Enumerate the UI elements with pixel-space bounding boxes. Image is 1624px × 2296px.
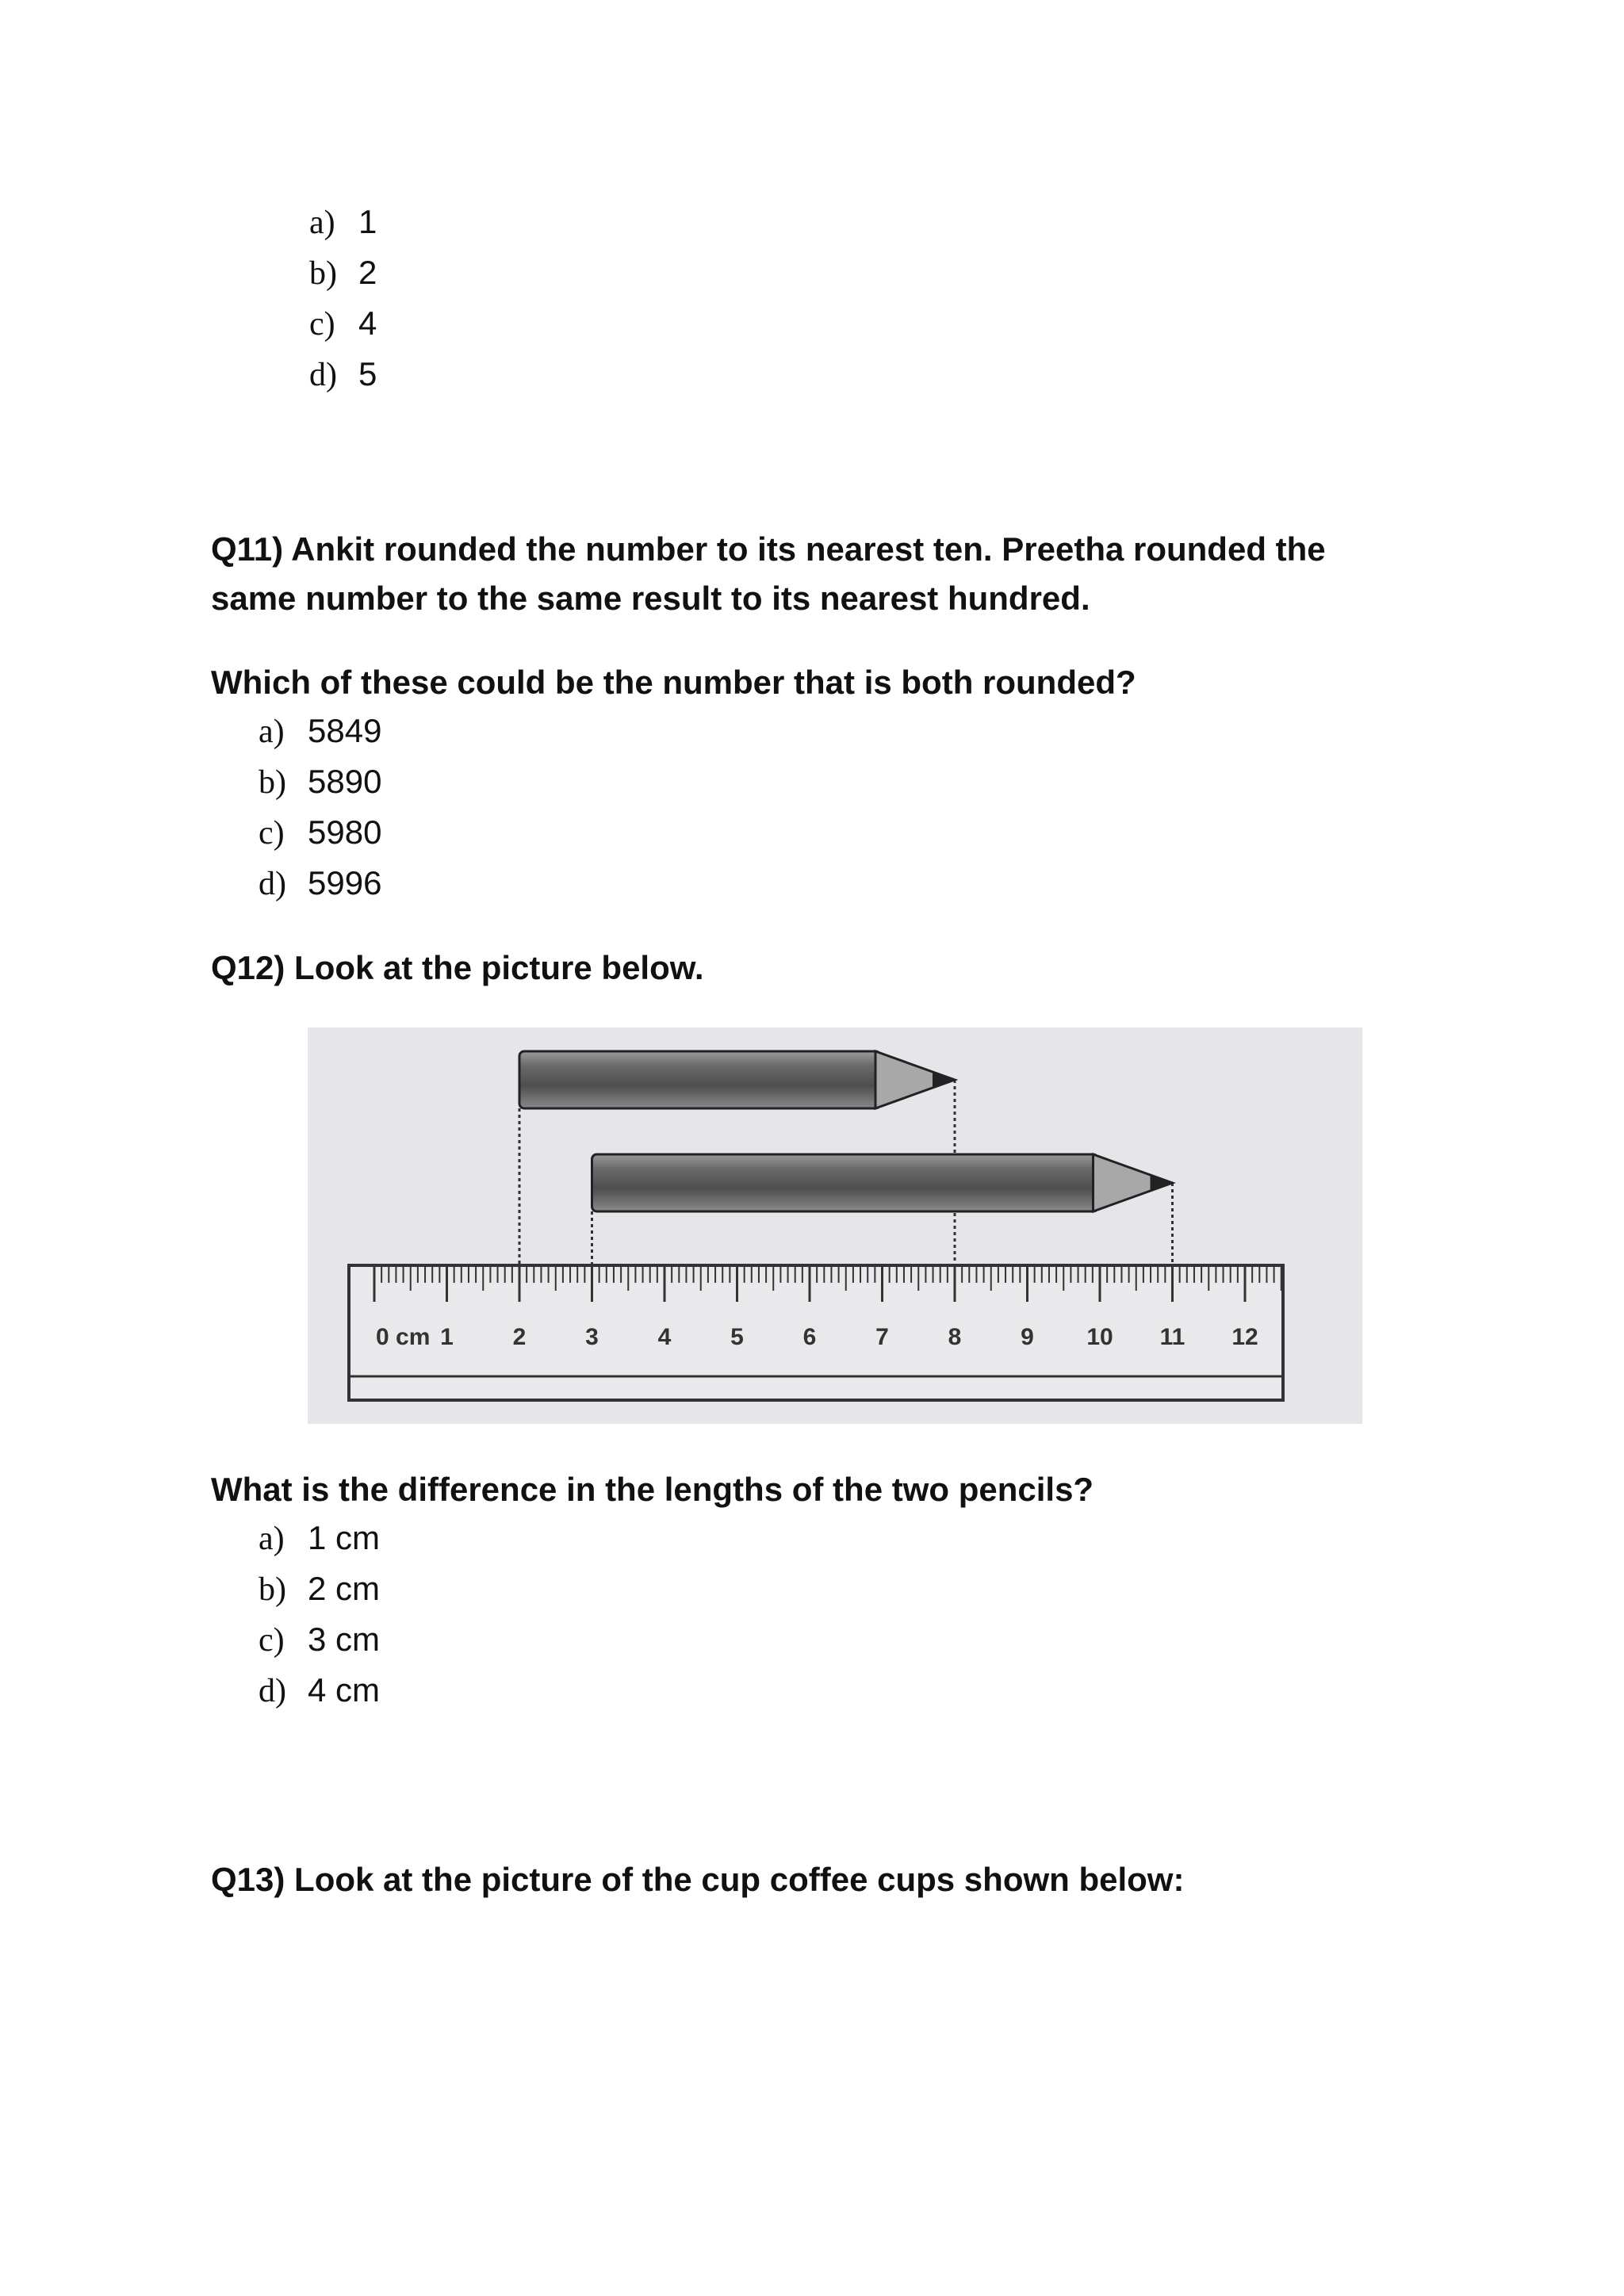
q12-title: Q12) Look at the picture below. xyxy=(211,949,704,986)
pencil-ruler-figure xyxy=(308,1027,1362,1424)
ruler-label: 12 xyxy=(1231,1324,1258,1350)
q10-option-b[interactable]: b) 2 xyxy=(309,254,377,292)
ruler-label: 2 xyxy=(512,1324,527,1350)
ruler-label: 8 xyxy=(948,1324,962,1350)
q11-option-c[interactable]: c) 5980 xyxy=(259,813,382,851)
q12-options xyxy=(259,1513,380,1716)
pencil-2 xyxy=(592,1154,1173,1211)
ruler-label: 3 xyxy=(585,1324,599,1350)
q12-option-d[interactable]: d) 4 cm xyxy=(259,1671,381,1709)
q11-question: Which of these could be the number that is both rounded? xyxy=(211,664,1136,701)
q11-stem-line-1: Q11) Ankit rounded the number to its nearest ten. Preetha rounded the xyxy=(211,530,1326,568)
q10-option-d[interactable]: d) 5 xyxy=(309,355,377,393)
ruler-label: 5 xyxy=(730,1324,744,1350)
pencil-1 xyxy=(519,1051,955,1108)
ruler-label: 6 xyxy=(802,1324,817,1350)
pencil-1-body xyxy=(519,1051,880,1108)
ruler-label: 7 xyxy=(875,1324,889,1350)
q10-option-c[interactable]: c) 4 xyxy=(309,304,377,342)
q11-stem-line-2: same number to the same result to its nearest hundred. xyxy=(211,580,1090,617)
q11-option-a[interactable]: a) 5849 xyxy=(259,712,382,750)
ruler-label: 10 xyxy=(1086,1324,1113,1350)
ruler-label: 9 xyxy=(1021,1324,1034,1350)
q10-option-a[interactable]: a) 1 xyxy=(309,203,377,241)
q12-question: What is the difference in the lengths of the two pencils? xyxy=(211,1471,1094,1508)
q13-title: Q13) Look at the picture of the cup coffee cups shown below: xyxy=(211,1861,1185,1898)
ruler-label: 11 xyxy=(1159,1324,1185,1350)
q12-option-b[interactable]: b) 2 cm xyxy=(259,1570,381,1608)
ruler-label: 1 xyxy=(440,1324,454,1350)
q11-option-b[interactable]: b) 5890 xyxy=(259,763,382,801)
q12-option-a[interactable]: a) 1 cm xyxy=(259,1519,381,1557)
q11-options xyxy=(259,706,381,909)
q11-option-d[interactable]: d) 5996 xyxy=(259,864,382,902)
q10-options xyxy=(309,197,377,400)
q12-option-c[interactable]: c) 3 cm xyxy=(259,1621,381,1659)
ruler-label: 0 cm xyxy=(376,1324,431,1350)
pencil-2-body xyxy=(592,1154,1098,1211)
ruler-label: 4 xyxy=(657,1324,672,1350)
